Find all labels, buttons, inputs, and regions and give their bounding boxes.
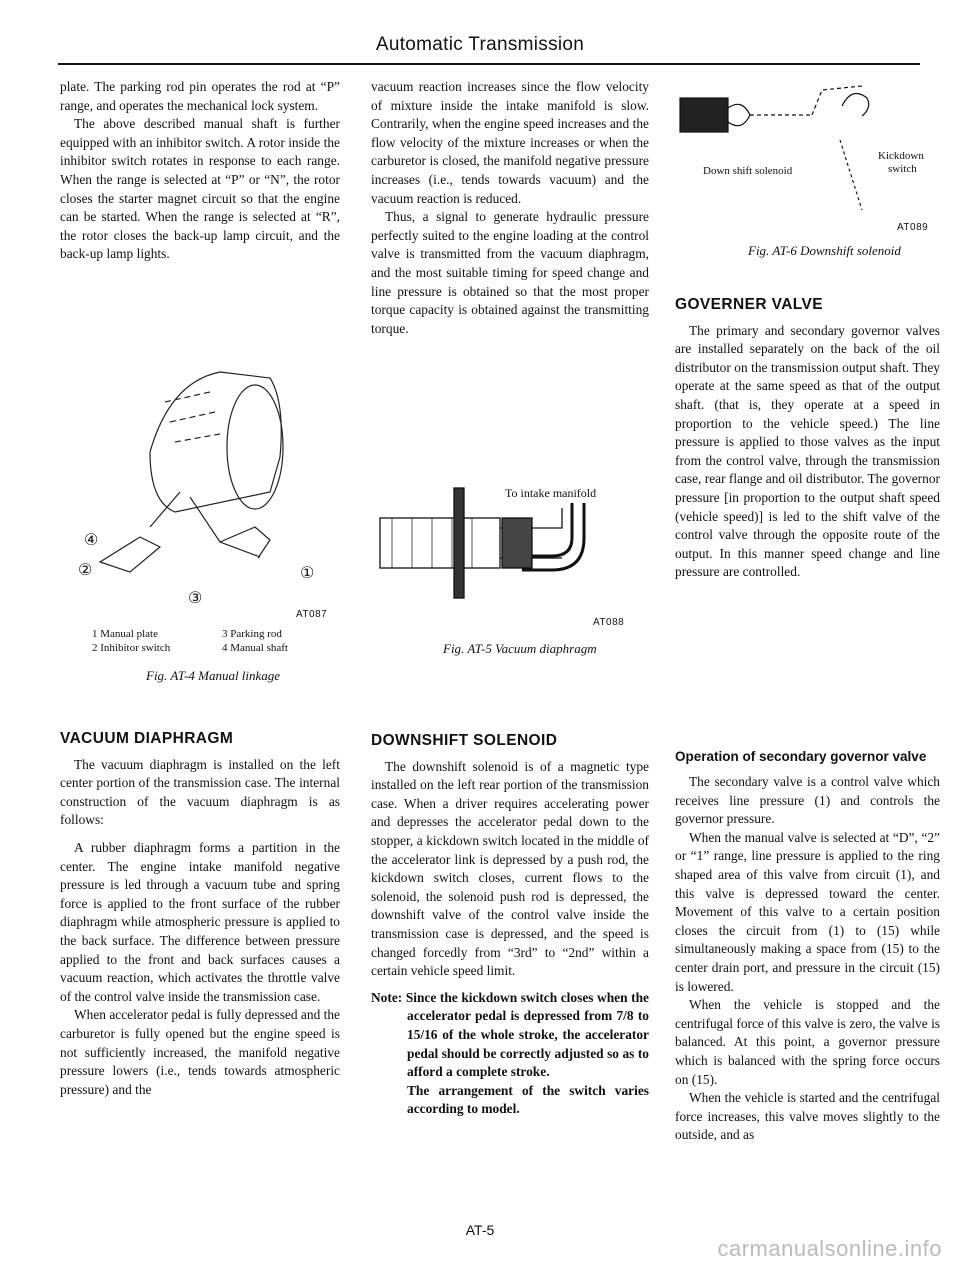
figure-caption: Fig. AT-4 Manual linkage [146,668,281,683]
linkage-rods [150,492,260,557]
section-heading: VACUUM DIAPHRAGM [60,730,234,747]
figure-caption: Fig. AT-5 Vacuum diaphragm [443,641,597,656]
legend-item: 2 Inhibitor switch [92,642,171,654]
callout-3: ③ [188,590,203,607]
solenoid-body [680,98,728,132]
switch-wire [812,86,862,115]
diaphragm-body [380,518,500,568]
paragraph: plate. The parking rod pin operates the rod at “P” range, and operates the mechanical lock system. [60,79,340,113]
note-label: Note: [371,989,403,1005]
section-heading: DOWNSHIFT SOLENOID [371,732,558,749]
legend-item: 3 Parking rod [222,628,282,640]
transmission-housing-outline [150,372,281,512]
figure-caption: Fig. AT-6 Downshift solenoid [748,243,901,258]
header-rule [58,63,920,65]
note-paragraph [371,989,649,1082]
paragraph: When the vehicle is stopped and the centrifugal force of this valve is zero, the valve is balanced. At this point, a governor pressure which is balanced with the spring force occurs on (15). [675,997,940,1087]
paragraph: The vacuum diaphragm is installed on the left center portion of the transmission case. The internal construction of the vacuum diaphragm is as follows: [60,756,340,828]
manual-plate-part [100,537,160,572]
callout-1: ① [300,565,315,582]
paragraph: When the manual valve is selected at “D”, “2” or “1” range, line pressure is applied to the ring shaped area of this valve from circuit (1), and this valve is depressed toward the center. Movement of this valve to a certain position closes the circuit from (1) to (15) while simultaneously making a space from (15) to the center drain port, and pressure in the circuit (15) is lowered. [675,829,940,994]
figure-code: AT087 [296,609,328,620]
diaphragm-cap [502,518,532,568]
paragraph: Thus, a signal to generate hydraulic pressure perfectly suited to the engine loading at the control valve is transmitted from the vacuum diaphragm, and the most suitable timing for speed change and line pressure is obtained so that the most proper torque capacity is obtained against the transmitting torque. [371,209,649,336]
figure-label: switch [888,163,917,175]
note-paragraph: The arrangement of the switch varies according to model. [407,1082,649,1117]
figure-label: To intake manifold [505,486,597,500]
housing-detail [165,392,220,442]
housing-flange [227,385,283,509]
paragraph: vacuum reaction increases since the flow velocity of mixture inside the intake manifold is slow. Contrarily, when the engine speed increases and the flow velocity of the mixture increases or when the carburetor is closed, the manifold negative pressure increases (i.e., tends towards vacuum) and the vacuum reaction is reduced. [371,79,649,206]
manual-linkage-figure [80,362,350,594]
callout-2: ② [78,562,93,579]
figure-label: Down shift solenoid [703,165,793,177]
figure-code: AT089 [897,222,929,233]
downshift-solenoid-figure [672,80,932,210]
legend-item: 4 Manual shaft [222,642,288,654]
paragraph: A rubber diaphragm forms a partition in the center. The engine intake manifold negative pressure is led through a vacuum tube and spring force is applied to the front surface of the rubber diaphragm while atmospheric pressure is applied to the back surface. The difference between pressure applied to the front and back surfaces causes a vacuum reaction, which activates the throttle valve of the control valve inside the transmission case. [60,839,340,1004]
paragraph: The secondary valve is a control valve which receives line pressure (1) and controls the governor pressure. [675,774,940,827]
column-1-top [60,78,340,264]
note-text: Since the kickdown switch closes when the accelerator pedal is depressed from 7/8 to 15/16 of the whole stroke, the accelerator pedal should be correctly adjusted so as to afford a complete stroke. [405,989,649,1080]
column-2-bottom [371,732,649,1119]
pedal-link [840,140,862,210]
column-2-top [371,78,649,338]
solenoid-cap [728,104,750,125]
paragraph: The primary and secondary governor valves are installed separately on the back of the oil distributor on the transmission output shaft. They operate at the same speed as that of the output shaft. (that is, they operate at a speed in proportion to the vehicle speed.) The line pressure is applied to those valves as the input from the control valve, through the transmission case, rear flange and oil distributor. The governor pressure [in proportion to the output shaft speed (vehicle speed)] is led to the shift valve of the control valve through the opposite route of the output. In this manner speed change and line pressure are controlled. [675,322,940,580]
page-number: AT-5 [465,1222,495,1238]
column-3-top [675,296,940,582]
callout-4: ④ [84,532,99,549]
figure-label: Kickdown [878,150,924,162]
running-header: Automatic Transmission [375,34,585,55]
subsection-heading: Operation of secondary governor valve [675,749,927,764]
note-block [371,989,649,1119]
column-1-bottom [60,730,340,1099]
column-3-bottom [675,748,940,1145]
paragraph: The downshift solenoid is of a magnetic type installed on the left rear portion of the transmission case. When a driver requires accelerating power and depresses the accelerator pedal down to the stopper, a kickdown switch located in the middle of the accelerator link is depressed by a push rod, the kickdown switch closes, current flows to the solenoid, the solenoid push rod is depressed, the downshift valve of the control valve inside the transmission case is depressed, and the speed is changed forcedly from “3rd” to “2nd” within a certain vehicle speed limit. [371,758,649,979]
paragraph: When accelerator pedal is fully depressed and the carburetor is fully opened but the engine speed is not sufficiently increased, the manifold negative pressure lowers (i.e., tends towards atmospheric pressure) and the [60,1007,340,1097]
section-heading: GOVERNER VALVE [675,296,823,313]
case-wall [454,488,464,598]
parking-rod-part [220,527,270,558]
figure-code: AT088 [593,617,625,628]
kickdown-switch [842,94,869,117]
paragraph: The above described manual shaft is further equipped with an inhibitor switch. A rotor inside the inhibitor switch rotates in response to each range. When the range is selected at “P” or “N”, the rotor closes the starter magnet circuit so that the engine can be started. When the range is selected at “R”, the rotor closes the back-up lamp circuit, and the back-up lamp lights. [60,116,340,262]
watermark: carmanualsonline.info [717,1236,942,1261]
legend-item: 1 Manual plate [92,628,158,640]
paragraph: When the vehicle is started and the centrifugal force increases, this valve moves slightly to the outside, and as [675,1090,940,1143]
